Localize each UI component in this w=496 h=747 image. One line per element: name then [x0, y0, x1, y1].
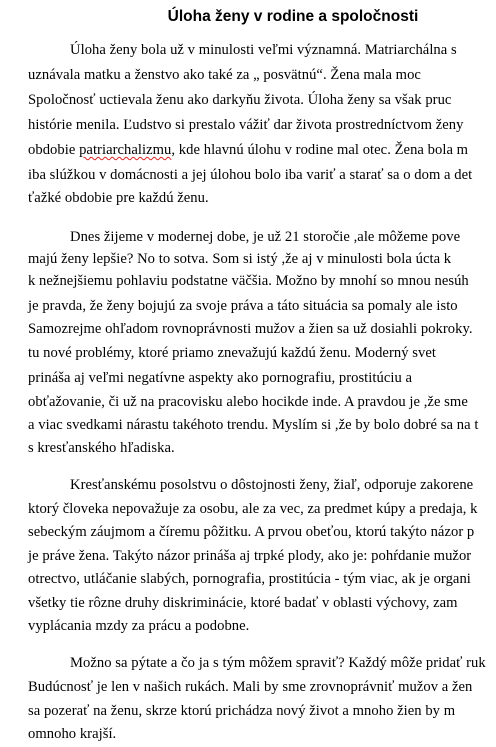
document-title: Úloha ženy v rodine a spoločnosti	[167, 8, 419, 25]
paragraph-3-line-5: otrectvo, utláčanie slabých, pornografia, prostitúcia - tým viac, ak je organi	[28, 571, 471, 587]
paragraph-1-line-3: Spoločnosť uctievala ženu ako darkyňu života. Úloha ženy sa však pruc	[28, 92, 452, 108]
paragraph-2-line-8: obťažovanie, či už na pracovisku alebo hocikde inde. A pravdou je ,že sme	[28, 394, 468, 410]
paragraph-4-line-4: omnoho krajší.	[28, 726, 117, 742]
paragraph-2-line-1: Dnes žijeme v modernej dobe, je už 21 storočie ,ale môžeme pove	[70, 229, 461, 245]
paragraph-3-line-6: všetky tie rôzne druhy diskriminácie, ktoré badať v oblasti výchovy, zam	[28, 595, 458, 611]
paragraph-3-line-3: sebeckým záujmom a číremu pôžitku. A prvou obeťou, ktorú takýto názor p	[28, 524, 475, 540]
paragraph-2-line-9: a viac svedkami nárastu takéhoto trendu. Myslím si ,že by bolo dobré sa na t	[28, 417, 479, 433]
paragraph-3-line-7: vyplácania mzdy za prácu a podobne.	[28, 618, 250, 634]
paragraph-2-line-7: prináša aj veľmi negatívne aspekty ako pornografiu, prostitúciu a	[28, 370, 413, 386]
paragraph-2-line-10: s kresťanského hľadiska.	[28, 440, 175, 456]
paragraph-4-line-1: Možno sa pýtate a čo ja s tým môžem spraviť? Každý môže pridať ruk	[70, 655, 486, 671]
paragraph-3-line-4: je práve žena. Takýto názor prináša aj trpké plody, ako je: pohŕdanie mužor	[28, 548, 472, 564]
paragraph-1-line-7: ťažké obdobie pre každú ženu.	[28, 190, 209, 206]
paragraph-4-line-2: Budúcnosť je len v našich rukách. Mali by sme zrovnoprávniť mužov a žen	[28, 679, 473, 695]
paragraph-2-line-2: majú ženy lepšie? No to sotva. Som si istý ,že aj v minulosti bola úcta k	[28, 251, 452, 267]
paragraph-3-line-2: ktorý človeka nepovažuje za osobu, ale za vec, za predmet kúpy a predaja, k	[28, 501, 478, 517]
paragraph-1-line-1: Úloha ženy bola už v minulosti veľmi významná. Matriarchálna s	[70, 42, 457, 58]
paragraph-1-line-4: histórie menila. Ľudstvo si prestalo vážiť dar života prostredníctvom ženy	[28, 117, 464, 133]
paragraph-2-line-3: k nežnejšiemu pohlaviu podstatne väčšia. Možno by mnohí so mnou nesúh	[28, 273, 469, 289]
paragraph-2-line-4: je pravda, že ženy bojujú za svoje práva a táto situácia sa pomaly ale isto	[28, 298, 458, 314]
paragraph-1-line-6: iba slúžkou v domácnosti a jej úlohou bolo iba variť a starať sa o dom a det	[28, 167, 473, 183]
paragraph-3-line-1: Kresťanskému posolstvu o dôstojnosti ženy, žiaľ, odporuje zakorene	[70, 477, 474, 493]
paragraph-4-line-3: sa pozerať na ženu, skrze ktorú prichádza nový život a mnoho žien by m	[28, 703, 456, 719]
paragraph-2-line-5: Samozrejme ohľadom rovnoprávnosti mužov a žien sa už dosiahli pokroky.	[28, 321, 473, 337]
spellcheck-flagged-word: patriarchalizmu	[79, 142, 172, 158]
paragraph-1-line-5: obdobie patriarchalizmu, kde hlavnú úlohu v rodine mal otec. Žena bola m	[28, 142, 469, 158]
paragraph-1-line-2: uznávala matku a ženstvo ako také za „ posvätnú“. Žena mala moc	[28, 67, 421, 83]
paragraph-2-line-6: tu nové problémy, ktoré priamo znevažujú každú ženu. Moderný svet	[28, 345, 436, 361]
